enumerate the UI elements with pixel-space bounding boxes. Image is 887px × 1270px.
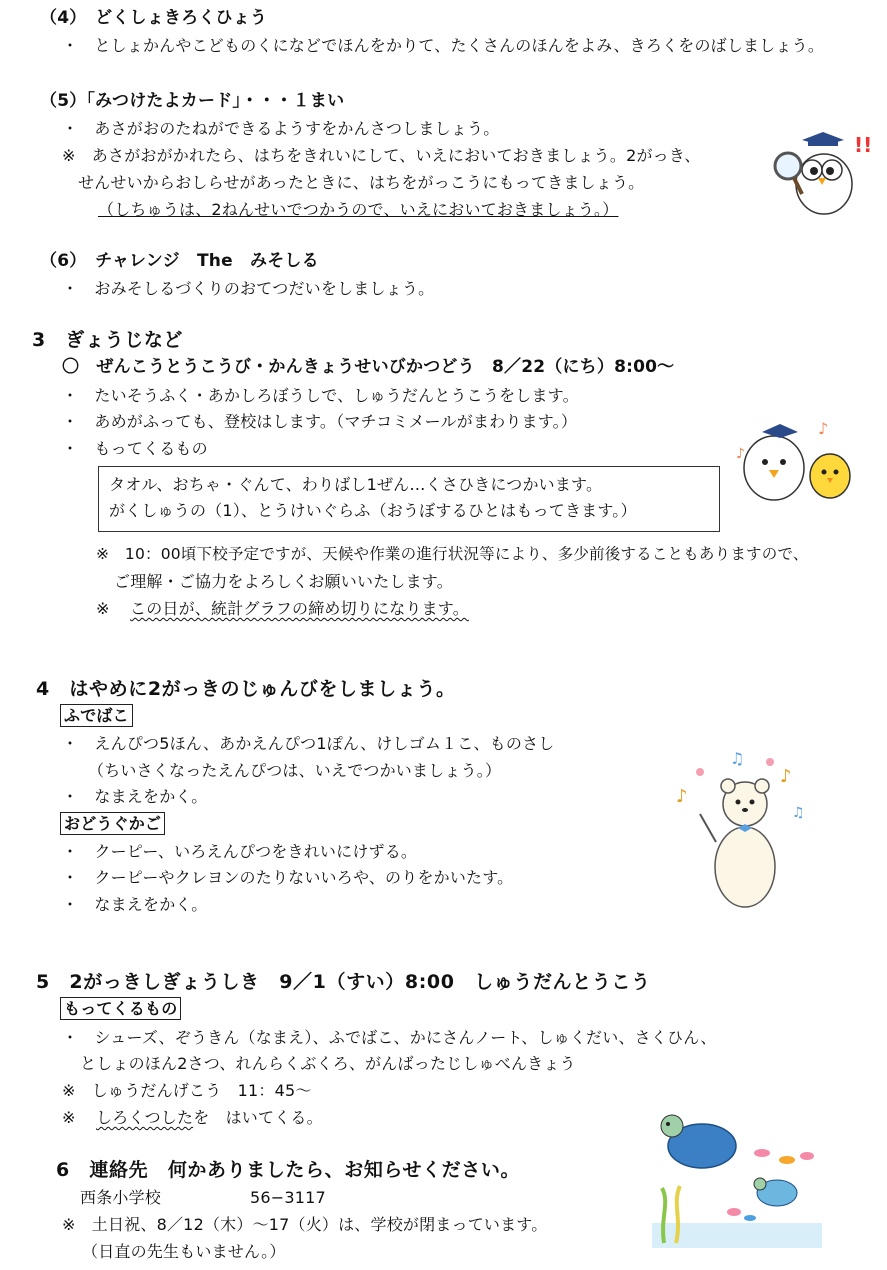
svg-text:♪: ♪ [780,766,792,787]
dougu-label-wrap [60,814,165,834]
section-5-bullet: ・ あさがおのたねができるようすをかんさつしましょう。 [62,119,500,138]
section-5-main-heading: 5 2がっきしぎょうしき 9／1（すい）8:00 しゅうだんとうこう [36,971,651,993]
fudebako-item-2: ・ なまえをかく。 [62,787,208,806]
bear-conductor-icon [670,742,815,912]
section-3-subheading: 〇 ぜんこうとうこうび・かんきょうせいびかつどう 8／22（にち）8:00～ [62,357,675,377]
items-box [98,466,720,532]
dougu-item-3: ・ なまえをかく。 [62,895,208,914]
fudebako-label: ふでばこ [60,704,133,727]
items-box-line1: タオル、おちゃ・ぐんて、わりばし1ぜん…くさひきにつかいます。 [109,475,603,494]
section-5-item-1: ・ シューズ、ぞうきん（なまえ）、ふでばこ、かにさんノート、しゅくだい、さくひん、 [62,1028,717,1047]
section-5-note-2-underlined: しろくつした [96,1108,194,1127]
motte-label-wrap [60,999,181,1019]
svg-text:♪: ♪ [676,786,688,807]
section-4-bullet: ・ としょかんやこどものくになどでほんをかりて、たくさんのほんをよみ、きろくをのばしましょう。 [62,36,825,55]
section-6-note: ※ 土日祝、8／12（木）～17（火）は、学校が閉まっています。 [62,1215,548,1234]
svg-text:♪: ♪ [736,446,745,462]
section-3-bullet-3: ・ もってくるもの [62,439,208,458]
turtles-and-fish-icon [652,1108,822,1248]
svg-text:♫: ♫ [792,805,805,821]
dougu-item-1: ・ クーピー、いろえんぴつをきれいにけずる。 [62,842,418,861]
section-3-note-2: この日が、統計グラフの締め切りになります。 [130,599,469,618]
bird-and-chick-icon [732,418,862,508]
section-5-note-1: ※ しゅうだんげこう 11：45～ [62,1081,312,1100]
school-name: 西条小学校 [80,1188,162,1207]
owl-magnifier-icon [772,122,872,222]
section-3-bullet-2: ・ あめがふっても、登校はします。（マチコミメールがまわります。） [62,412,578,431]
motte-label: もってくるもの [60,997,181,1020]
section-3-note-2-mark: ※ [96,599,110,618]
section-5-heading: （5）「みつけたよカード」・・・１まい [40,91,345,111]
section-3-heading: 3 ぎょうじなど [32,329,184,351]
section-4-main-heading: 4 はやめに2がっきのじゅんびをしましょう。 [36,678,456,700]
section-3-note-1a: ※ 10：00頃下校予定ですが、天候や作業の進行状況等により、多少前後することもありますので、 [96,545,809,563]
dougu-item-2: ・ クーピーやクレヨンのたりないいろや、のりをかいたす。 [62,868,514,887]
school-phone: 56−3117 [250,1188,326,1207]
section-5-note-2-mark: ※ [62,1108,76,1127]
section-6-heading: （6） チャレンジ The みそしる [40,251,319,271]
section-3-bullet-1: ・ たいそうふく・あかしろぼうしで、しゅうだんとうこうをします。 [62,386,579,405]
section-5-note-line1: ※ あさがおがかれたら、はちをきれいにして、いえにおいておきましょう。2がっき、 [62,146,701,165]
section-5-note-line2: せんせいからおしらせがあったときに、はちをがっこうにもってきましょう。 [78,173,645,192]
svg-text:!!: !! [854,133,872,157]
fudebako-item-1-note: （ちいさくなったえんぴつは、いえでつかいましょう。） [88,761,502,780]
items-box-line2: がくしゅうの（1）、とうけいぐらふ（おうぼするひとはもってきます。） [109,501,637,520]
section-5-item-1b: としょのほん2さつ、れんらくぶくろ、がんばったじしゅべんきょう [80,1054,576,1073]
section-5-note-2-rest: を はいてくる。 [193,1108,323,1127]
section-4-heading: （4） どくしょきろくひょう [40,8,268,28]
fudebako-label-wrap [60,706,133,726]
section-3-note-1b: ご理解・ご協力をよろしくお願いいたします。 [114,572,453,591]
section-5-note-2-wrap [96,1108,323,1128]
section-6-bullet: ・ おみそしるづくりのおてつだいをしましょう。 [62,279,435,298]
svg-text:♫: ♫ [730,749,745,768]
fudebako-item-1: ・ えんぴつ5ほん、あかえんぴつ1ぽん、けしゴム１こ、ものさし [62,734,555,753]
svg-text:♪: ♪ [818,419,829,438]
section-6-note-b: （日直の先生もいません。） [82,1242,286,1261]
section-5-note-line3: （しちゅうは、2ねんせいでつかうので、いえにおいておきましょう。） [98,200,619,219]
dougu-label: おどうぐかご [60,812,165,835]
section-6-main-heading: 6 連絡先 何かありましたら、お知らせください。 [56,1159,521,1181]
